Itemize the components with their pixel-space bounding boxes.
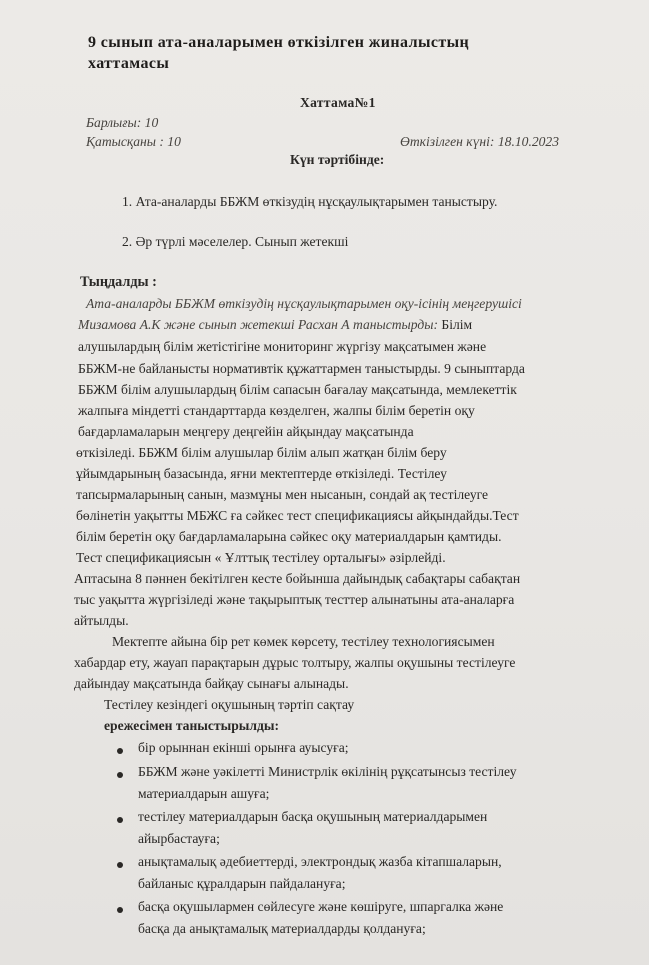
bullet-item-2: ББЖМ және уәкілетті Министрлік өкілінің рұқсатынсыз тестілеу — [138, 764, 517, 779]
body-line: тыс уақытта жүргізіледі және тақырыптық тесттер алынатыны ата-аналарға — [74, 592, 515, 607]
bullet-dot-icon — [117, 748, 123, 754]
body-line: бағдарламаларын меңгеру деңгейін айқындау мақсатында — [78, 424, 414, 439]
bullet-item-4: анықтамалық әдебиеттерді, электрондық жазба кітапшаларын, — [138, 854, 502, 869]
bullet-dot-icon — [117, 862, 123, 868]
body-line: өткізіледі. ББЖМ білім алушылар білім алып жатқан білім беру — [76, 445, 447, 460]
bullet-item-3-cont: айырбастауға; — [138, 831, 220, 846]
heard-speaker-names: Мизамова А.К және сынып жетекші Расхан А таныстырды: — [78, 317, 438, 332]
body-line: ББЖМ-не байланысты нормативтік құжаттармен таныстырды. 9 сыныптарда — [78, 361, 525, 376]
protocol-number: Хаттама№1 — [300, 95, 376, 110]
bullet-dot-icon — [117, 772, 123, 778]
meeting-date: Өткізілген күні: 18.10.2023 — [400, 134, 560, 149]
heard-speaker-line1: Ата-аналарды ББЖМ өткізудің нұсқаулықтарымен оқу-ісінің меңгерушісі — [86, 296, 522, 311]
para2-line: хабардар ету, жауап парақтарын дұрыс толтыру, жалпы оқушыны тестілеуге — [74, 655, 516, 670]
bullet-dot-icon — [117, 817, 123, 823]
para2-line: Мектепте айына бір рет көмек көрсету, тестілеу технологиясымен — [112, 634, 495, 649]
document-title-line2: хаттамасы — [88, 55, 170, 72]
body-line: ұйымдарының базасында, яғни мектептерде өткізіледі. Тестілеу — [76, 466, 447, 481]
heard-heading: Тыңдалды : — [80, 274, 157, 290]
body-line: Тест спецификациясын « Ұлттық тестілеу орталығы» әзірлейді. — [76, 550, 446, 565]
bullet-dot-icon — [117, 907, 123, 913]
body-line: айтылды. — [74, 613, 129, 628]
body-line: алушылардың білім жетістігіне мониторинг жүргізу мақсатымен және — [78, 339, 487, 354]
body-line: Аптасына 8 пәннен бекітілген кесте бойынша дайындық сабақтары сабақтан — [74, 571, 521, 586]
agenda-heading: Күн тәртібінде: — [290, 152, 385, 167]
bullet-item-5-cont: басқа да анықтамалық материалдарды қолдануға; — [138, 921, 426, 936]
bullet-item-4-cont: байланыс құралдарын пайдалануға; — [138, 876, 346, 891]
agenda-item-2: 2. Әр түрлі мәселелер. Сынып жетекші — [122, 234, 349, 249]
body-line: бөлінетін уақытты МБЖС ға сәйкес тест спецификациясы айқындайды.Тест — [76, 508, 519, 523]
body-line: білім беретін оқу бағдарламаларына сәйкес оқу материалдарын қамтиды. — [76, 529, 502, 544]
bullet-item-5: басқа оқушылармен сөйлесуге және көшіруге, шпаргалка және — [138, 899, 504, 914]
bullet-item-3: тестілеу материалдарын басқа оқушының материалдарымен — [138, 809, 488, 824]
bullet-item-1: бір орыннан екінші орынға ауысуға; — [138, 740, 349, 755]
body-line: тапсырмаларының санын, мазмұны мен нысанын, сондай ақ тестілеуге — [76, 487, 489, 502]
para2-line: дайындау мақсатында байқау сынағы алынады. — [74, 676, 349, 691]
bullet-item-2-cont: материалдарын ашуға; — [138, 786, 270, 801]
rules-heading-line2: ережесімен таныстырылды: — [104, 718, 280, 733]
agenda-item-1: 1. Ата-аналарды ББЖМ өткізудің нұсқаулықтарымен таныстыру. — [122, 194, 498, 209]
present-count: Қатысқаны : 10 — [86, 134, 181, 149]
rules-heading-line1: Тестілеу кезіндегі оқушының тәртіп сақтау — [104, 697, 355, 712]
heard-speaker-line2 — [78, 317, 472, 333]
body-line: жалпыға міндетті стандарттарда көзделген, жалпы білім беретін оқу — [78, 403, 475, 418]
heard-line2-text: Білім — [441, 317, 473, 332]
total-count: Барлығы: 10 — [86, 115, 159, 130]
document-title-line1: 9 сынып ата-аналарымен өткізілген жиналыстың — [88, 34, 470, 51]
body-line: ББЖМ білім алушылардың білім сапасын бағалау мақсатында, мемлекеттік — [78, 382, 517, 397]
